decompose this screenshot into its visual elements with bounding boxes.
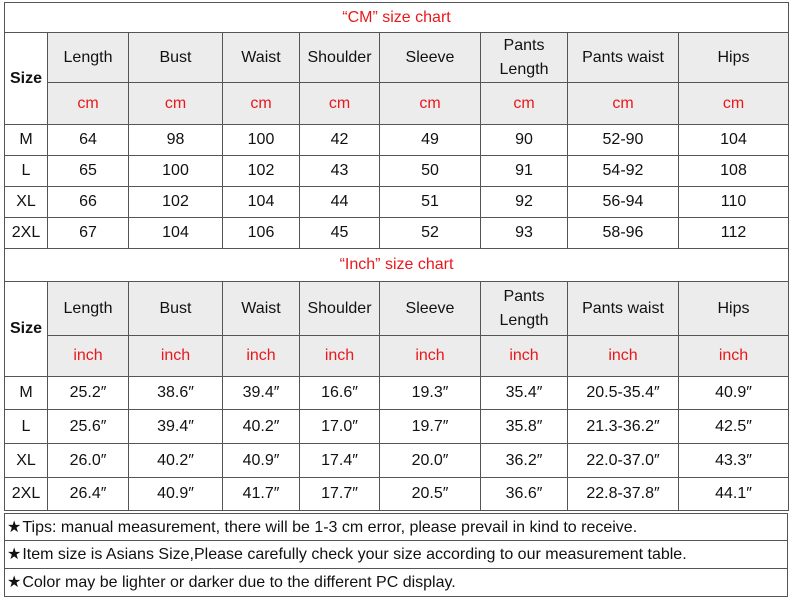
note-tips [4, 513, 788, 541]
value-cell: 20.0″ [380, 444, 481, 478]
header-pants-waist: Pants waist [568, 282, 679, 336]
value-cell: 93 [481, 218, 568, 249]
size-label: XL [5, 187, 48, 218]
star-icon: ★ [7, 519, 22, 536]
note-text: Color may be lighter or darker due to the different PC display. [22, 574, 456, 591]
value-cell: 35.4″ [481, 377, 568, 410]
value-cell: 102 [129, 187, 223, 218]
cm-chart-title: “CM” size chart [5, 3, 789, 33]
unit-cell: inch [380, 336, 481, 377]
value-cell: 52-90 [568, 125, 679, 156]
note-color [4, 569, 788, 597]
star-icon: ★ [7, 574, 22, 591]
value-cell: 51 [380, 187, 481, 218]
value-cell: 112 [679, 218, 789, 249]
value-cell: 35.8″ [481, 410, 568, 444]
header-sleeve: Sleeve [380, 282, 481, 336]
table-row [5, 444, 789, 478]
header-sleeve: Sleeve [380, 33, 481, 83]
value-cell: 110 [679, 187, 789, 218]
value-cell: 104 [679, 125, 789, 156]
value-cell: 20.5″ [380, 478, 481, 511]
table-row [5, 377, 789, 410]
value-cell: 56-94 [568, 187, 679, 218]
note-text: Tips: manual measurement, there will be 1-3 cm error, please prevail in kind to receive. [22, 519, 638, 536]
value-cell: 52 [380, 218, 481, 249]
size-label: M [5, 377, 48, 410]
value-cell: 100 [223, 125, 300, 156]
header-shoulder: Shoulder [300, 282, 380, 336]
size-column-label: Size [5, 33, 48, 125]
header-shoulder: Shoulder [300, 33, 380, 83]
value-cell: 26.4″ [48, 478, 129, 511]
unit-cell: cm [380, 83, 481, 125]
unit-cell: inch [129, 336, 223, 377]
unit-cell: inch [48, 336, 129, 377]
size-label: L [5, 156, 48, 187]
value-cell: 66 [48, 187, 129, 218]
header-hips: Hips [679, 33, 789, 83]
value-cell: 40.2″ [129, 444, 223, 478]
value-cell: 17.7″ [300, 478, 380, 511]
notes-section [4, 513, 788, 597]
value-cell: 42.5″ [679, 410, 789, 444]
value-cell: 22.0-37.0″ [568, 444, 679, 478]
note-asian-size [4, 541, 788, 569]
value-cell: 40.9″ [129, 478, 223, 511]
value-cell: 104 [223, 187, 300, 218]
unit-cell: cm [48, 83, 129, 125]
inch-chart-title: “Inch” size chart [5, 249, 789, 282]
value-cell: 91 [481, 156, 568, 187]
table-row [5, 125, 789, 156]
table-row [5, 156, 789, 187]
size-label: L [5, 410, 48, 444]
value-cell: 100 [129, 156, 223, 187]
unit-cell: inch [568, 336, 679, 377]
value-cell: 45 [300, 218, 380, 249]
table-row [5, 218, 789, 249]
value-cell: 41.7″ [223, 478, 300, 511]
value-cell: 43 [300, 156, 380, 187]
size-column-label: Size [5, 282, 48, 377]
header-bust: Bust [129, 282, 223, 336]
unit-cell: inch [679, 336, 789, 377]
header-waist: Waist [223, 33, 300, 83]
value-cell: 102 [223, 156, 300, 187]
value-cell: 64 [48, 125, 129, 156]
value-cell: 40.2″ [223, 410, 300, 444]
value-cell: 42 [300, 125, 380, 156]
unit-cell: cm [129, 83, 223, 125]
value-cell: 40.9″ [223, 444, 300, 478]
value-cell: 39.4″ [223, 377, 300, 410]
value-cell: 49 [380, 125, 481, 156]
value-cell: 43.3″ [679, 444, 789, 478]
size-label: 2XL [5, 478, 48, 511]
value-cell: 26.0″ [48, 444, 129, 478]
value-cell: 25.2″ [48, 377, 129, 410]
star-icon: ★ [7, 546, 22, 563]
unit-cell: cm [481, 83, 568, 125]
unit-cell: inch [300, 336, 380, 377]
value-cell: 19.7″ [380, 410, 481, 444]
value-cell: 58-96 [568, 218, 679, 249]
value-cell: 104 [129, 218, 223, 249]
value-cell: 44.1″ [679, 478, 789, 511]
value-cell: 38.6″ [129, 377, 223, 410]
value-cell: 25.6″ [48, 410, 129, 444]
value-cell: 50 [380, 156, 481, 187]
value-cell: 36.6″ [481, 478, 568, 511]
unit-cell: inch [223, 336, 300, 377]
header-pants-waist: Pants waist [568, 33, 679, 83]
table-row [5, 478, 789, 511]
value-cell: 44 [300, 187, 380, 218]
value-cell: 22.8-37.8″ [568, 478, 679, 511]
value-cell: 54-92 [568, 156, 679, 187]
header-pants-length: Pants Length [481, 33, 568, 83]
value-cell: 17.0″ [300, 410, 380, 444]
note-text: Item size is Asians Size,Please carefully check your size according to our measurement table. [22, 546, 687, 563]
value-cell: 92 [481, 187, 568, 218]
unit-cell: cm [679, 83, 789, 125]
size-label: XL [5, 444, 48, 478]
value-cell: 65 [48, 156, 129, 187]
unit-cell: cm [568, 83, 679, 125]
header-length: Length [48, 33, 129, 83]
value-cell: 90 [481, 125, 568, 156]
header-waist: Waist [223, 282, 300, 336]
value-cell: 108 [679, 156, 789, 187]
value-cell: 17.4″ [300, 444, 380, 478]
value-cell: 39.4″ [129, 410, 223, 444]
unit-cell: inch [481, 336, 568, 377]
table-row [5, 187, 789, 218]
value-cell: 67 [48, 218, 129, 249]
header-bust: Bust [129, 33, 223, 83]
value-cell: 106 [223, 218, 300, 249]
size-label: 2XL [5, 218, 48, 249]
unit-cell: cm [300, 83, 380, 125]
value-cell: 20.5-35.4″ [568, 377, 679, 410]
inch-size-table [4, 248, 789, 511]
table-row [5, 410, 789, 444]
value-cell: 21.3-36.2″ [568, 410, 679, 444]
value-cell: 16.6″ [300, 377, 380, 410]
value-cell: 19.3″ [380, 377, 481, 410]
value-cell: 98 [129, 125, 223, 156]
header-length: Length [48, 282, 129, 336]
cm-size-table [4, 2, 789, 249]
size-label: M [5, 125, 48, 156]
header-hips: Hips [679, 282, 789, 336]
unit-cell: cm [223, 83, 300, 125]
header-pants-length: Pants Length [481, 282, 568, 336]
value-cell: 40.9″ [679, 377, 789, 410]
value-cell: 36.2″ [481, 444, 568, 478]
